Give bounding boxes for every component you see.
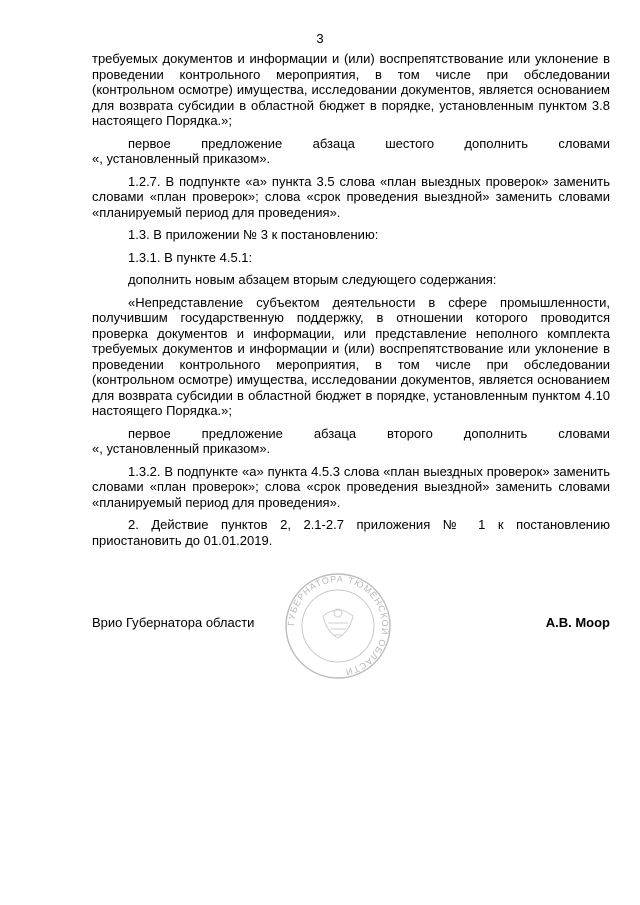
paragraph-1-3-1: 1.3.1. В пункте 4.5.1: [128,249,253,265]
paragraph-first-sentence-6 [92,136,610,167]
paragraph-1-3: 1.3. В приложении № 3 к постановлению: [128,227,379,242]
page-number: 3 [316,31,324,46]
document-body [92,51,610,555]
paragraph-1-3-2: 1.3.2. В подпункте «а» пункта 4.5.3 слова «план выездных проверок» заменить словами «план проверок»; слова «срок проведения выездной» заменить словами «планируемый период для проведения». [92,463,610,510]
paragraph-1-2-7: 1.2.7. В подпункте «а» пункта 3.5 слова «план выездных проверок» заменить словами «план проверок»; слова «срок проведения выездной» заменить словами «планируемый период для проведения». [92,173,610,220]
signature-title: Врио Губернатора области [92,615,255,630]
seal-text: ГУБЕРНАТОРА ТЮМЕНСКОЙ ОБЛАСТИ [285,573,391,678]
spread-line: первое предложение абзаца шестого дополнить словами [128,135,610,151]
paragraph-first-sentence-2 [92,426,610,457]
seal-emblem [323,609,353,638]
paragraph-add: дополнить новым абзацем вторым следующего содержания: [128,272,497,287]
spread-line: первое предложение абзаца второго дополнить словами [128,425,610,441]
signature-name: А.В. Моор [545,615,610,630]
official-seal [283,571,393,681]
paragraph-continuation: требуемых документов и информации и (или) воспрепятствование или уклонение в проведении контрольного мероприятия, в том числе при обследовании (контрольном осмотре) имущества, исследовании документов, является основанием для возврата субсидии в областной бюджет в порядке, установленным пунктом 3.8 настоящего Порядка.»; [92,51,610,128]
paragraph-2: 2. Действие пунктов 2, 2.1-2.7 приложения № 1 к постановлению приостановить до 01.01.2019. [92,517,610,548]
paragraph-tail: «, установленный приказом». [92,441,271,456]
paragraph-quote: «Непредставление субъектом деятельности в сфере промышленности, получившим государственную поддержку, в отношении которого проводится проверка документов и информации, или представление неполного комплекта требуемых документов и информации и (или) воспрепятствование или уклонение в проведении контрольного мероприятия, в том числе при обследовании (контрольном осмотре) имущества, исследовании документов, является основанием для возврата субсидии в областной бюджет в порядке, установленным пунктом 4.10 настоящего Порядка.»; [92,294,610,418]
paragraph-tail: «, установленный приказом». [92,151,271,166]
